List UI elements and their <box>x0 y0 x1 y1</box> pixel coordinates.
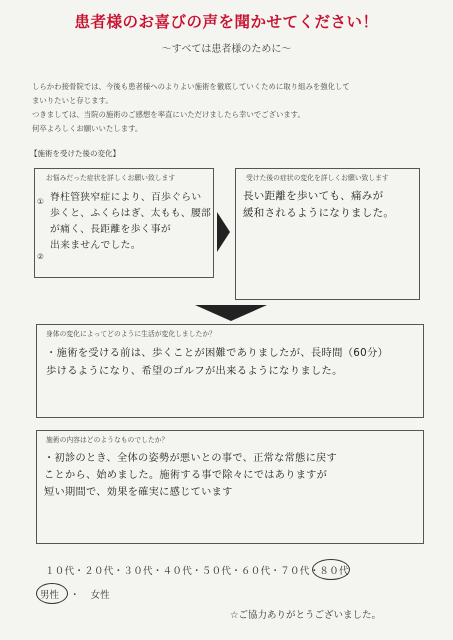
handwritten-line: が痛く、長距離を歩く事が <box>50 224 171 235</box>
handwritten-line: ・初診のとき、全体の姿勢が悪いとの事で、正常な常態に戻す <box>44 453 338 464</box>
intro-line: 何卒よろしくお願いいたします。 <box>32 124 143 133</box>
handwritten-line: 緩和されるようになりました。 <box>243 207 395 219</box>
handwritten-line: 歩けるようになり、希望のゴルフが出来るようになりました。 <box>46 365 343 377</box>
gender-female: 女性 <box>90 590 110 601</box>
symptoms-box-label: お悩みだった症状を詳しくお願い致します <box>46 174 176 182</box>
handwritten-line: ことから、始めました。施術する事で除々にではありますが <box>44 470 328 481</box>
handwritten-line: 長い距離を歩いても、痛みが <box>243 190 384 202</box>
item-number-2: ② <box>37 252 44 261</box>
age-options: １０代・２０代・３０代・４０代・５０代・６０代・７０代・８０代 <box>45 566 349 577</box>
handwritten-line: 出来ませんでした。 <box>50 240 141 251</box>
lifestyle-box-label: 身体の変化によってどのように生活が変化しましたか？ <box>46 330 216 338</box>
gender-male: 男性 <box>40 590 60 601</box>
handwritten-line: 短い期間で、効果を確実に感じています <box>44 487 233 498</box>
treatment-box-label: 施術の内容はどのようなものでしたか？ <box>46 436 169 444</box>
gender-separator: ・ <box>70 590 80 601</box>
section-label: 【施術を受けた後の変化】 <box>30 149 120 158</box>
intro-text <box>32 80 432 136</box>
arrow-right-icon <box>217 212 230 252</box>
intro-line: しらかわ接骨院では、今後も患者様へのよりよい施術を徹底していくために取り組みを強化して <box>32 82 350 91</box>
symptoms-handwriting <box>50 190 211 254</box>
thanks-message: ☆ご協力ありがとうございました。 <box>230 610 382 621</box>
item-number-1: ① <box>37 197 44 206</box>
handwritten-line: 歩くと、ふくらはぎ、太もも、腰部 <box>50 208 212 219</box>
gender-selection-circle <box>36 583 68 604</box>
intro-line: つきましては、当院の施術のご感想を率直にいただけましたら幸いでございます。 <box>32 110 305 119</box>
changes-handwriting <box>243 188 394 222</box>
page-title: 患者様のお喜びの声を聞かせてください！ <box>74 13 379 31</box>
changes-box-label: 受けた後の症状の変化を詳しくお願い致します <box>246 174 389 182</box>
lifestyle-handwriting <box>46 344 388 380</box>
page-subtitle: 〜すべては患者様のために〜 <box>161 44 292 55</box>
age-selection-circle <box>312 559 350 580</box>
arrow-down-icon <box>195 305 267 321</box>
handwritten-line: 脊柱管狭窄症により、百歩ぐらい <box>50 192 202 203</box>
intro-line: まいりたいと存じます。 <box>32 96 113 105</box>
handwritten-line: ・施術を受ける前は、歩くことが困難でありましたが、長時間（60分） <box>46 347 389 359</box>
treatment-handwriting <box>44 450 337 501</box>
